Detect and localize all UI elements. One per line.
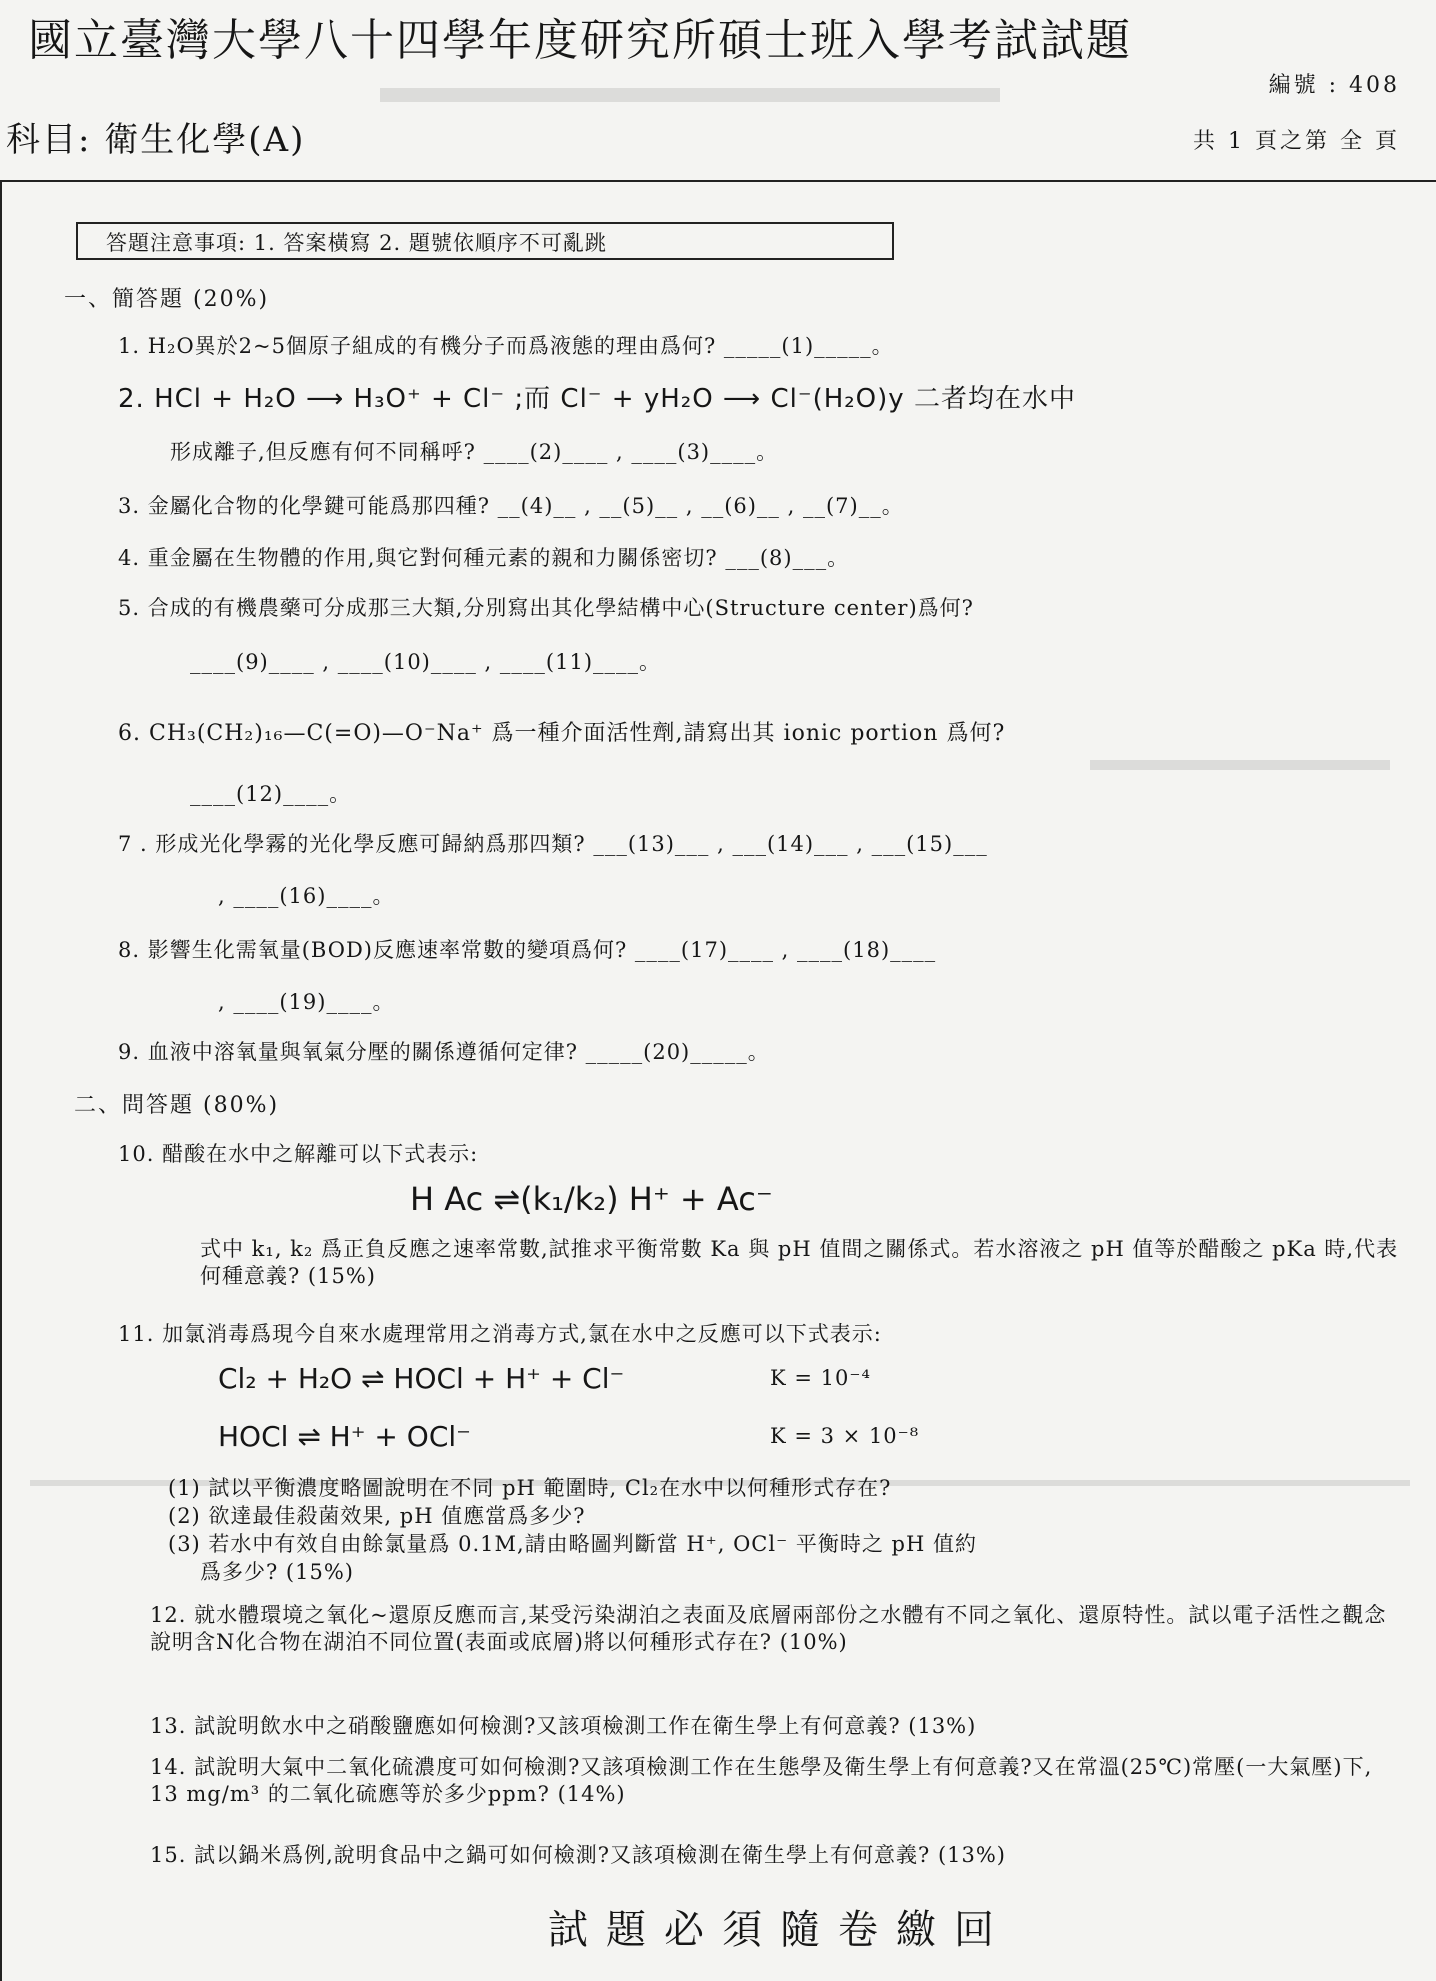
section2-heading: 二、問答題 (80%) — [74, 1093, 280, 1118]
question-4: 4. 重金屬在生物體的作用,與它對何種元素的親和力關係密切? ___(8)___。 — [118, 546, 850, 570]
question-7: 7 . 形成光化學霧的光化學反應可歸納爲那四類? ___(13)___ , ___(14)___ , ___(15)___ — [118, 832, 988, 856]
scan-artifact — [1090, 760, 1390, 770]
question-3: 3. 金屬化合物的化學鍵可能爲那四種? __(4)__ , __(5)__ , __(6)__ , __(7)__。 — [118, 494, 904, 518]
question-8-continued: , ____(19)____。 — [218, 990, 395, 1014]
question-5-answers: ____(9)____ , ____(10)____ , ____(11)____。 — [190, 650, 662, 674]
question-9: 9. 血液中溶氧量與氧氣分壓的關係遵循何定律? _____(20)_____。 — [118, 1040, 770, 1064]
exam-title: 國立臺灣大學八十四學年度研究所碩士班入學考試試題 — [28, 15, 1132, 66]
return-exam-notice: 試題必須隨卷繳回 — [548, 1907, 1012, 1953]
page-frame-left — [0, 180, 2, 1981]
chlorine-k1: K = 10⁻⁴ — [770, 1366, 871, 1390]
question-1: 1. H₂O異於2~5個原子組成的有機分子而爲液態的理由爲何? _____(1)_____。 — [118, 334, 894, 358]
question-11-sub3-continued: 爲多少? (15%) — [200, 1560, 354, 1584]
chlorine-equation-1: Cl₂ + H₂O ⇌ HOCl + H⁺ + Cl⁻ — [218, 1362, 625, 1395]
exam-code: 編號 : 408 — [1268, 73, 1400, 98]
question-11-sub2: (2) 欲達最佳殺菌效果, pH 值應當爲多少? — [168, 1504, 586, 1528]
question-11-sub1: (1) 試以平衡濃度略圖說明在不同 pH 範圍時, Cl₂在水中以何種形式存在? — [168, 1476, 892, 1500]
question-2-continued: 形成離子,但反應有何不同稱呼? ____(2)____ , ____(3)____。 — [170, 440, 779, 464]
question-5: 5. 合成的有機農藥可分成那三大類,分別寫出其化學結構中心(Structure center)爲何? — [118, 596, 974, 620]
subject-title: 科目: 衛生化學(A) — [6, 120, 306, 160]
question-6: 6. CH₃(CH₂)₁₆—C(=O)—O⁻Na⁺ 爲一種介面活性劑,請寫出其 ionic portion 爲何? — [118, 721, 1006, 746]
question-13: 13. 試說明飲水中之硝酸鹽應如何檢測?又該項檢測工作在衛生學上有何意義? (13%) — [150, 1714, 977, 1738]
section1-heading: 一、簡答題 (20%) — [64, 287, 270, 312]
chlorine-k2: K = 3 × 10⁻⁸ — [770, 1424, 920, 1448]
question-7-continued: , ____(16)____。 — [218, 884, 395, 908]
acetic-acid-equation: H Ac ⇌(k₁/k₂) H⁺ + Ac⁻ — [410, 1180, 773, 1218]
chlorine-equation-2: HOCl ⇌ H⁺ + OCl⁻ — [218, 1420, 471, 1453]
question-2: 2. HCl + H₂O ⟶ H₃O⁺ + Cl⁻ ;而 Cl⁻ + yH₂O ⟶ Cl⁻(H₂O)y 二者均在水中 — [118, 384, 1076, 414]
question-8: 8. 影響生化需氧量(BOD)反應速率常數的變項爲何? ____(17)____ , ____(18)____ — [118, 938, 937, 962]
question-12: 12. 就水體環境之氧化~還原反應而言,某受污染湖泊之表面及底層兩部份之水體有不同之氧化、還原特性。試以電子活性之觀念說明含N化合物在湖泊不同位置(表面或底層)將以何種形式存在? (10%) — [150, 1603, 1387, 1654]
header-divider — [0, 180, 1436, 182]
answer-notice-box: 答題注意事項: 1. 答案橫寫 2. 題號依順序不可亂跳 — [76, 222, 894, 260]
question-10-intro: 10. 醋酸在水中之解離可以下式表示: — [118, 1142, 479, 1166]
question-6-answer: ____(12)____。 — [190, 782, 352, 806]
question-14: 14. 試說明大氣中二氧化硫濃度可如何檢測?又該項檢測工作在生態學及衛生學上有何意義?又在常溫(25℃)常壓(一大氣壓)下, 13 mg/m³ 的二氧化硫應等於多少ppm? (14%) — [150, 1755, 1373, 1806]
question-15: 15. 試以鍋米爲例,說明食品中之鍋可如何檢測?又該項檢測在衛生學上有何意義? (13%) — [150, 1843, 1006, 1867]
question-11-intro: 11. 加氯消毒爲現今自來水處理常用之消毒方式,氯在水中之反應可以下式表示: — [118, 1322, 882, 1346]
question-11-sub3: (3) 若水中有效自由餘氯量爲 0.1M,請由略圖判斷當 H⁺, OCl⁻ 平衡時之 pH 值約 — [168, 1532, 977, 1556]
question-10-text: 式中 k₁, k₂ 爲正負反應之速率常數,試推求平衡常數 Ka 與 pH 值間之關係式。若水溶液之 pH 值等於醋酸之 pKa 時,代表何種意義? (15%) — [200, 1237, 1399, 1288]
page-info: 共 1 頁之第 全 頁 — [1193, 129, 1400, 154]
scan-artifact — [380, 88, 1000, 102]
